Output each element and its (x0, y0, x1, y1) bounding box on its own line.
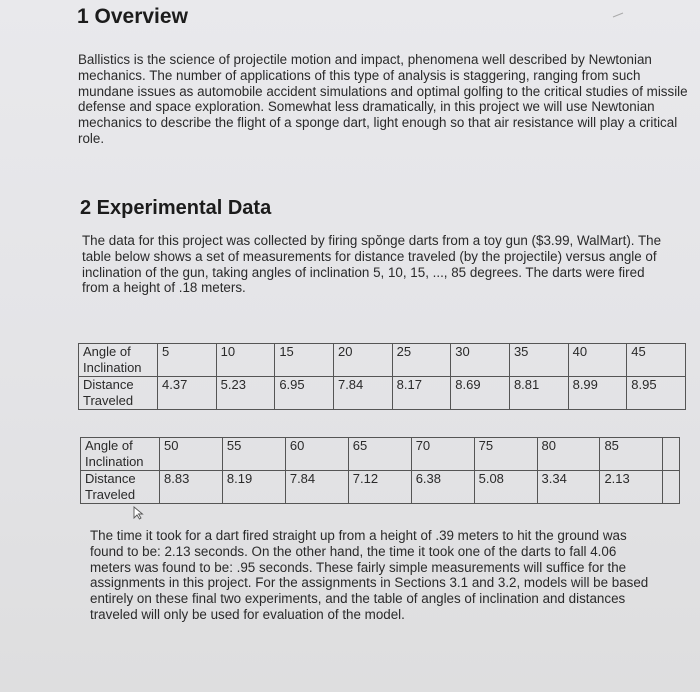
row-label-distance: Distance Traveled (81, 471, 160, 504)
table-cell: 8.95 (627, 377, 686, 410)
table-cell: 75 (474, 438, 537, 471)
section-2-heading: 2 Experimental Data (80, 197, 272, 219)
table-cell: 85 (600, 438, 663, 471)
pen-mark-icon (612, 12, 624, 18)
table-cell: 2.13 (600, 471, 663, 504)
table-cell: 5.08 (474, 471, 537, 504)
table-row-distances (79, 377, 686, 410)
table-cell: 10 (216, 344, 275, 377)
table-cell: 8.69 (451, 377, 510, 410)
closing-paragraph: The time it took for a dart fired straight up from a height of .39 meters to hit the ground was found to be: 2.13 seconds. On the other hand, the time it took one of the darts to fall 4.06 meters was found to be: .95 seconds. These fairly simple measurements will suffice for the assignments in this project. For the assignments in Sections 3.1 and 3.2, models will be based entirely on these final two experiments, and the table of angles of inclination and distances traveled will only be used for evaluation of the model. (90, 528, 649, 622)
table-cell: 5.23 (216, 377, 275, 410)
data-table-2 (80, 437, 680, 504)
table-cell: 50 (160, 438, 223, 471)
table-cell (663, 438, 680, 471)
table-cell (663, 471, 680, 504)
table-cell: 8.17 (392, 377, 451, 410)
table-cell: 8.99 (568, 377, 627, 410)
table-cell: 8.19 (222, 471, 285, 504)
section-1-heading: 1 Overview (77, 5, 188, 28)
table-cell: 65 (348, 438, 411, 471)
overview-paragraph: Ballistics is the science of projectile motion and impact, phenomena well described by Newtonian mechanics. The number of applications of this type of analysis is staggering, ranging from such mundane issues as automobile accident simulations and optimal golfing to the critical studies of missile defense and space exploration. Somewhat less dramatically, in this project we will use Newtonian mechanics to describe the flight of a sponge dart, light enough so that air resistance will play a critical role. (78, 52, 688, 146)
mouse-cursor-icon (132, 506, 146, 520)
table-cell: 3.34 (537, 471, 600, 504)
table-cell: 70 (411, 438, 474, 471)
table-cell: 8.83 (160, 471, 223, 504)
row-label-angle: Angle of Inclination (81, 438, 160, 471)
table-cell: 15 (275, 344, 334, 377)
table-cell: 40 (568, 344, 627, 377)
table-cell: 7.12 (348, 471, 411, 504)
table-cell: 8.81 (509, 377, 568, 410)
data-table-1 (78, 343, 686, 410)
table-cell: 60 (285, 438, 348, 471)
experimental-data-paragraph: The data for this project was collected by firing spŏnge darts from a toy gun ($3.99, WalMart). The table below shows a set of measurements for distance traveled (by the projectile) versus angle of inclination of the gun, taking angles of inclination 5, 10, 15, ..., 85 degrees. The darts were fired from a height of .18 meters. (82, 233, 662, 296)
table-row-angles (79, 344, 686, 377)
table-cell: 4.37 (158, 377, 217, 410)
row-label-angle: Angle of Inclination (79, 344, 158, 377)
table-row-distances (81, 471, 680, 504)
table-cell: 5 (158, 344, 217, 377)
table-row-angles (81, 438, 680, 471)
table-cell: 80 (537, 438, 600, 471)
table-cell: 45 (627, 344, 686, 377)
table-cell: 35 (509, 344, 568, 377)
table-cell: 6.38 (411, 471, 474, 504)
table-cell: 6.95 (275, 377, 334, 410)
table-cell: 55 (222, 438, 285, 471)
table-cell: 20 (333, 344, 392, 377)
table-cell: 7.84 (285, 471, 348, 504)
row-label-distance: Distance Traveled (79, 377, 158, 410)
table-cell: 30 (451, 344, 510, 377)
table-cell: 7.84 (333, 377, 392, 410)
table-cell: 25 (392, 344, 451, 377)
